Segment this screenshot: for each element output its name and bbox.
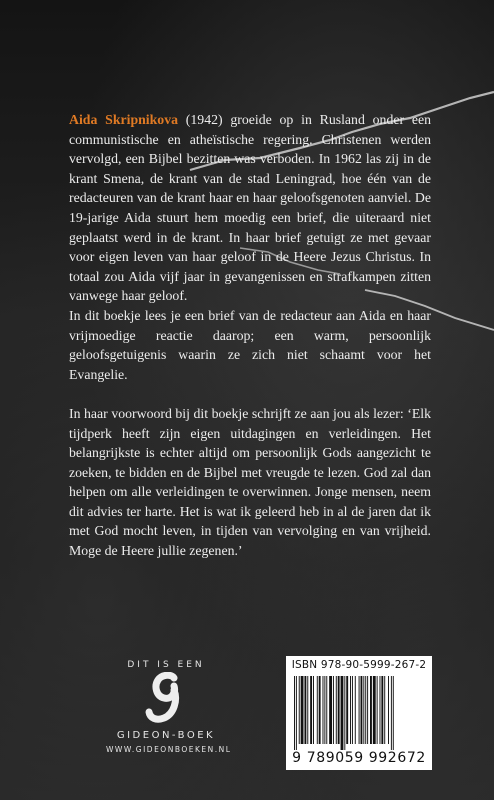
isbn-barcode [286, 656, 432, 770]
barcode-bar [317, 676, 318, 744]
barcode-bar [384, 676, 385, 744]
barcode-bar [336, 676, 337, 744]
barcode-bar [365, 676, 366, 744]
barcode-bar [346, 676, 348, 744]
barcode-bar [381, 676, 383, 744]
barcode-bar [361, 676, 363, 744]
barcode-bar [326, 676, 327, 744]
gideon-logo-block [106, 660, 232, 754]
barcode-bar [391, 676, 392, 750]
barcode-bar [296, 676, 297, 750]
barcode-bar [299, 676, 300, 744]
barcode-bar [333, 676, 334, 744]
barcode-bar [310, 676, 312, 744]
barcode-bar [313, 676, 314, 744]
barcode-bar [352, 676, 353, 744]
barcode-bar [359, 676, 360, 744]
author-name: Aida Skripnikova [69, 112, 179, 127]
barcode-bar [323, 676, 324, 744]
blurb-paragraph-3: In haar voorwoord bij dit boekje schrijft ze aan jou als lezer: ‘Elk tijdperk heeft zijn eigen uitdagingen en verleidingen. Het belangrijkste is echter altijd om persoonlijk Gods aangezicht te zoeken, te bidden en de Bijbel met vreugde te lezen. God zal dan helpen om alle verleidingen te overwinnen. Jonge mensen, neem dit advies ter harte. Het is wat ik geleerd heb in al de jaren dat ik met God mocht leven, in tijden van vervolging en van vrijheid. Moge de Heere jullie zegenen.’ [69, 405, 431, 559]
barcode-bar [380, 676, 381, 744]
barcode-bar [373, 676, 376, 744]
barcode-bar [304, 676, 306, 744]
logo-name: GIDEON-BOEK [116, 730, 216, 741]
barcode-bar [367, 676, 368, 744]
barcode-bar [363, 676, 364, 744]
barcode-bar [338, 676, 340, 744]
gideon-g-logo-icon [144, 672, 188, 726]
barcode-bar [393, 676, 394, 750]
barcode-bar [324, 676, 325, 744]
isbn-label: ISBN 978-90-5999-267-2 [291, 659, 427, 671]
logo-url: WWW.GIDEONBOEKEN.NL [106, 745, 232, 754]
ean-number: 9 789059 992672 [292, 750, 426, 766]
barcode-bar [370, 676, 372, 744]
barcode-bar [329, 676, 332, 744]
back-cover-blurb [69, 110, 431, 561]
blurb-paragraph-1 [69, 110, 431, 306]
blurb-paragraph-2: In dit boekje lees je een brief van de redacteur aan Aida en haar vrijmoedige reactie daarop; een warm, persoonlijk geloofsgetuigenis waarin ze zich niet schaamt voor het Evangelie. [69, 307, 431, 382]
barcode-bar [301, 676, 304, 744]
barcode-bar [307, 676, 308, 744]
barcode-bar [377, 676, 378, 744]
barcode-bar [388, 676, 389, 744]
barcode-bar [319, 676, 321, 744]
logo-tagline: DIT IS EEN [127, 660, 205, 670]
barcode-bars [292, 676, 426, 750]
barcode-bar [350, 676, 351, 744]
blurb-paragraph-1-text: (1942) groeide op in Rusland onder een communistische en atheïstische regering. Christenen werden vervolgd, een Bijbel bezitten was verboden. In 1962 las zij in de krant Smena, de krant van de stad Leningrad, hoe één van de redacteuren van de krant haar en haar geloofsgenoten aanviel. De 19-jarige Aida stuurt hem moedig een brief, die uiteraard niet geplaatst werd in de krant. In haar brief getuigt ze met gevaar voor eigen leven van haar geloof in de Heere Jezus Christus. In totaal zou Aida vijf jaar in gevangenissen en strafkampen zitten vanwege haar geloof. [69, 112, 431, 304]
barcode-bar [355, 676, 356, 744]
barcode-bar [344, 676, 345, 750]
barcode-bar [294, 676, 295, 750]
barcode-bar [341, 676, 344, 750]
